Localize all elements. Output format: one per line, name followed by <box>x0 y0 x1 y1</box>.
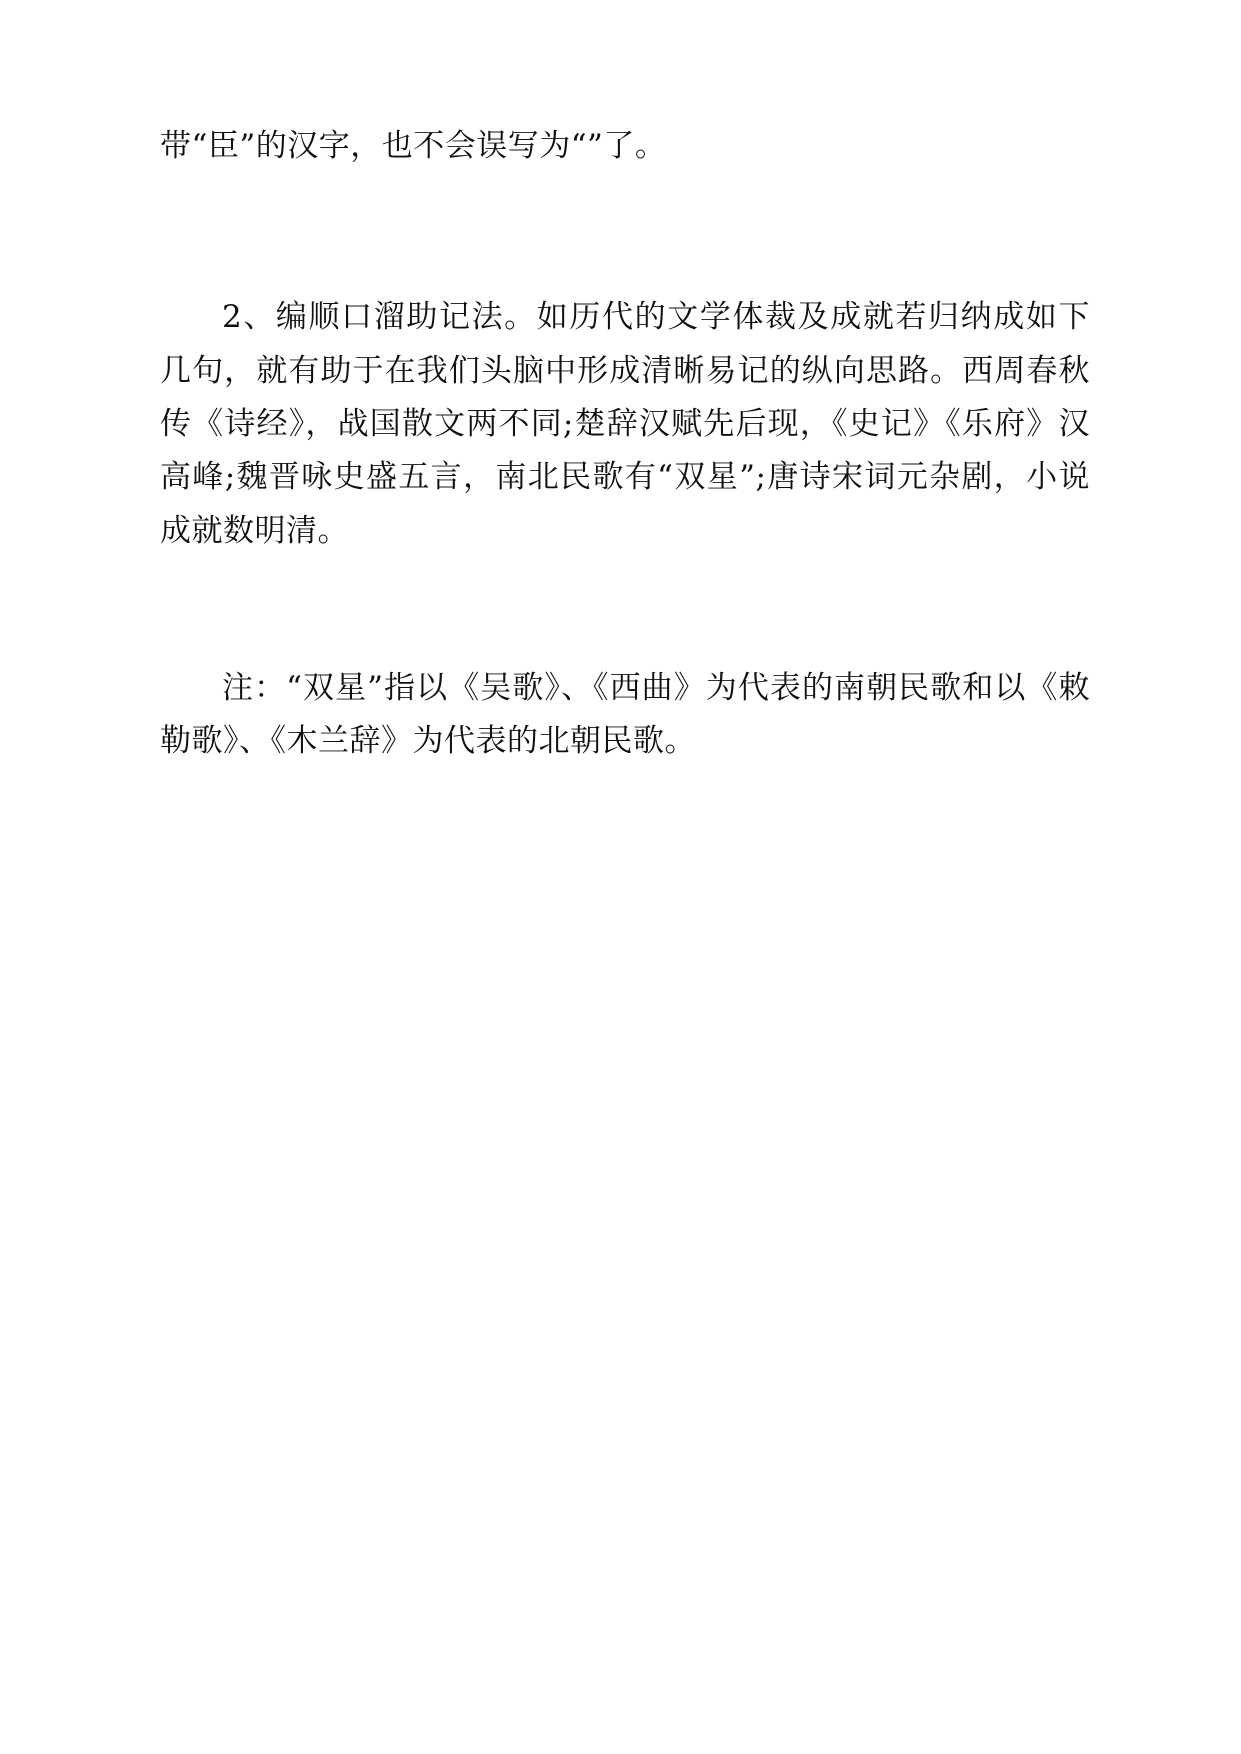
paragraph-spacer <box>160 173 1090 291</box>
paragraph-spacer <box>160 558 1090 662</box>
paragraph-3-note: 注：“双星”指以《吴歌》、《西曲》为代表的南朝民歌和以《敕勒歌》、《木兰辞》为代表的北朝民歌。 <box>160 669 1090 760</box>
paragraph-2: 2、编顺口溜助记法。如历代的文学体裁及成就若归纳成如下几句，就有助于在我们头脑中形成清晰易记的纵向思路。西周春秋传《诗经》，战国散文两不同;楚辞汉赋先后现，《史记》《乐府》汉高峰;魏晋咏史盛五言，南北民歌有“双星”;唐诗宋词元杂剧，小说成就数明清。 <box>160 299 1090 549</box>
document-body <box>160 120 1090 769</box>
paragraph-1: 带“臣”的汉字，也不会误写为“”了。 <box>160 128 667 164</box>
